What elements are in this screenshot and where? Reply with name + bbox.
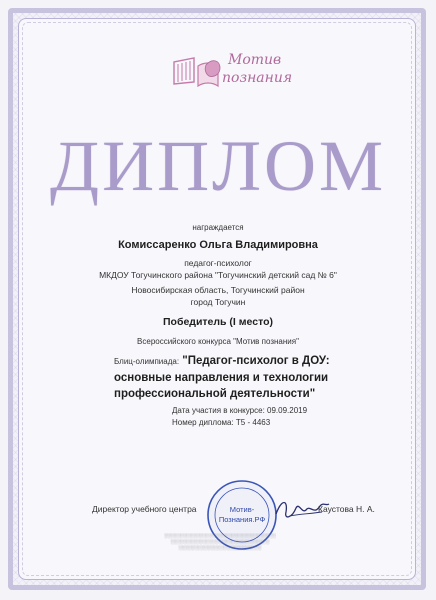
contest-name: Всероссийского конкурса "Мотив познания" <box>137 337 299 346</box>
director-name: Каустова Н. А. <box>318 504 375 514</box>
result-title: Победитель (I место) <box>163 316 273 328</box>
logo-text-line1: Мотив <box>228 52 282 68</box>
diploma-number: Номер диплома: T5 - 4463 <box>172 418 271 427</box>
participation-date: Дата участия в конкурсе: 09.09.2019 <box>172 406 308 415</box>
stamp-text-line2: Познания.РФ <box>218 515 266 524</box>
recipient-position: педагог-психолог <box>184 258 252 268</box>
footer-license-info: ░░░░░░░░░░░░░░░░░░░░░░░░░░░░░░░░░░░ ░░░░░░░░░░░░░░░░░░░░░░░░░░░░░░░ ░░░░░░░░░░░░░░░░░░░░░░░░░░ <box>164 533 276 550</box>
awarded-label: награждается <box>192 223 244 232</box>
director-label: Директор учебного центра <box>92 504 197 514</box>
blitz-label: Блиц-олимпиада: <box>114 357 180 366</box>
recipient-organization: МКДОУ Тогучинского района "Тогучинский детский сад № 6" <box>99 270 337 280</box>
logo-text-line2: познания <box>222 70 293 86</box>
blitz-topic: "Педагог-психолог в ДОУ: основные направления и технологии профессиональной деятельности" <box>114 355 330 400</box>
page-title: ДИПЛОМ <box>50 126 386 206</box>
blitz-olympiad <box>114 353 384 402</box>
stamp-text-line1: Мотив- <box>229 505 255 514</box>
recipient-region: Новосибирская область, Тогучинский район <box>131 285 305 295</box>
recipient-city: город Тогучин <box>190 297 246 307</box>
recipient-name: Комиссаренко Ольга Владимировна <box>118 239 318 251</box>
